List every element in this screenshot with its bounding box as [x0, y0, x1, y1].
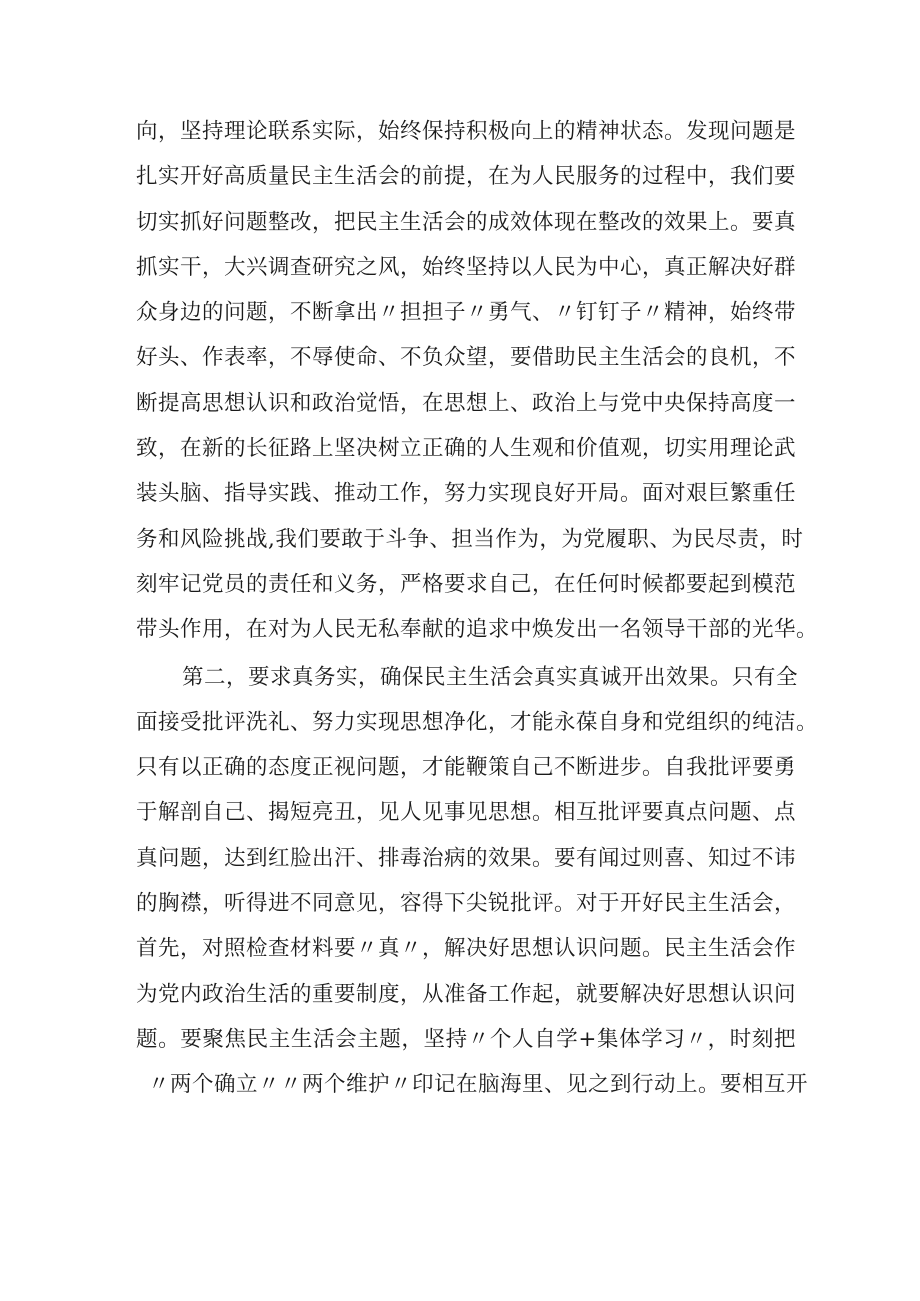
text-line: 题。要聚焦民主生活会主题，坚持〃个人自学+集体学习〃，时刻把 — [136, 1026, 796, 1052]
text-line: 致，在新的长征路上坚决树立正确的人生观和价值观，切实用理论武 — [136, 436, 797, 462]
text-line: 务和风险挑战,我们要敢于斗争、担当作为，为党履职、为民尽责，时 — [136, 526, 804, 552]
text-line: 断提高思想认识和政治觉悟，在思想上、政治上与党中央保持高度一 — [136, 390, 797, 416]
text-line: 〃两个确立〃〃两个维护〃印记在脑海里、见之到行动上。要相互开 — [148, 1072, 809, 1098]
text-line: 扎实开好高质量民主生活会的前提，在为人民服务的过程中，我们要 — [136, 164, 797, 190]
text-line: 面接受批评洗礼、努力实现思想净化，才能永葆自身和党组织的纯洁。 — [136, 709, 819, 735]
text-line: 抓实干，大兴调查研究之风，始终坚持以人民为中心，真正解决好群 — [136, 254, 797, 280]
document-body — [136, 109, 819, 1108]
text-line: 只有以正确的态度正视问题，才能鞭策自己不断进步。自我批评要勇 — [136, 755, 797, 781]
text-line: 向，坚持理论联系实际，始终保持积极向上的精神状态。发现问题是 — [136, 119, 797, 144]
text-line: 刻牢记党员的责任和义务，严格要求自己，在任何时候都要起到模范 — [136, 571, 797, 597]
text-line: 好头、作表率，不辱使命、不负众望，要借助民主生活会的良机，不 — [136, 345, 797, 371]
text-line: 带头作用，在对为人民无私奉献的追求中焕发出一名领导干部的光华。 — [136, 617, 819, 643]
text-line: 众身边的问题，不断拿出〃担担子〃勇气、〃钉钉子〃精神，始终带 — [136, 300, 797, 326]
text-line: 于解剖自己、揭短亮丑，见人见事见思想。相互批评要真点问题、点 — [136, 800, 797, 826]
text-line: 为党内政治生活的重要制度，从准备工作起，就要解决好思想认识问 — [136, 981, 797, 1007]
paragraph-2 — [136, 655, 819, 1108]
text-line: 第二，要求真务实，确保民主生活会真实真诚开出效果。只有全 — [182, 664, 799, 690]
paragraph-1 — [136, 109, 819, 653]
text-line: 首先，对照检查材料要〃真〃，解决好思想认识问题。民主生活会作 — [136, 936, 797, 962]
text-line: 真问题，达到红脸出汗、排毒治病的效果。要有闻过则喜、知过不讳 — [136, 845, 797, 871]
text-line: 切实抓好问题整改，把民主生活会的成效体现在整改的效果上。要真 — [136, 209, 797, 235]
text-line: 的胸襟，听得进不同意见，容得下尖锐批评。对于开好民主生活会， — [136, 891, 797, 917]
text-line: 装头脑、指导实践、推动工作，努力实现良好开局。面对艰巨繁重任 — [136, 481, 797, 507]
